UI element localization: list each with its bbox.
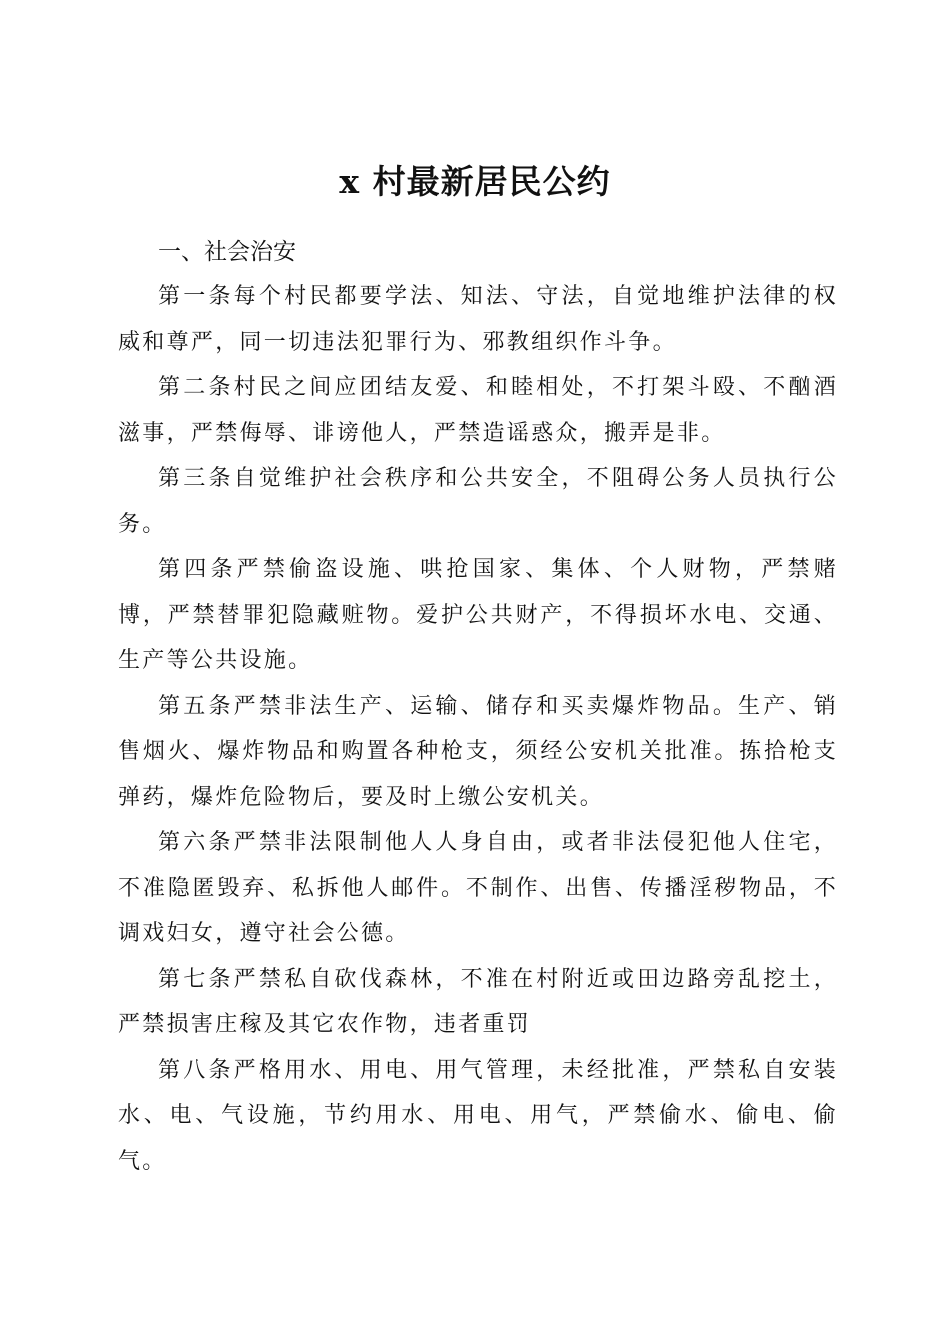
article-3: 第三条自觉维护社会秩序和公共安全，不阻碍公务人员执行公务。 — [118, 466, 838, 537]
article-list — [118, 274, 838, 1184]
document-title: x 村最新居民公约 — [339, 162, 611, 202]
section-heading: 一、社会治安 — [158, 239, 296, 265]
article-1: 第一条每个村民都要学法、知法、守法，自觉地维护法律的权威和尊严，同一切违法犯罪行为、邪教组织作斗争。 — [118, 284, 838, 355]
article-4: 第四条严禁偷盗设施、哄抢国家、集体、个人财物，严禁赌博，严禁替罪犯隐藏赃物。爱护公共财产，不得损坏水电、交通、生产等公共设施。 — [118, 557, 838, 673]
article-2: 第二条村民之间应团结友爱、和睦相处，不打架斗殴、不酗酒滋事，严禁侮辱、诽谤他人，严禁造谣惑众，搬弄是非。 — [118, 375, 838, 446]
article-5: 第五条严禁非法生产、运输、储存和买卖爆炸物品。生产、销售烟火、爆炸物品和购置各种枪支，须经公安机关批准。拣拾枪支弹药，爆炸危险物后，要及时上缴公安机关。 — [118, 693, 838, 810]
article-6: 第六条严禁非法限制他人人身自由，或者非法侵犯他人住宅，不准隐匿毁弃、私拆他人邮件。不制作、出售、传播淫秽物品，不调戏妇女，遵守社会公德。 — [118, 830, 838, 946]
article-7: 第七条严禁私自砍伐森林，不准在村附近或田边路旁乱挖土，严禁损害庄稼及其它农作物，违者重罚 — [118, 966, 838, 1037]
article-8: 第八条严格用水、用电、用气管理，未经批准，严禁私自安装水、电、气设施，节约用水、用电、用气，严禁偷水、偷电、偷气。 — [118, 1057, 838, 1174]
